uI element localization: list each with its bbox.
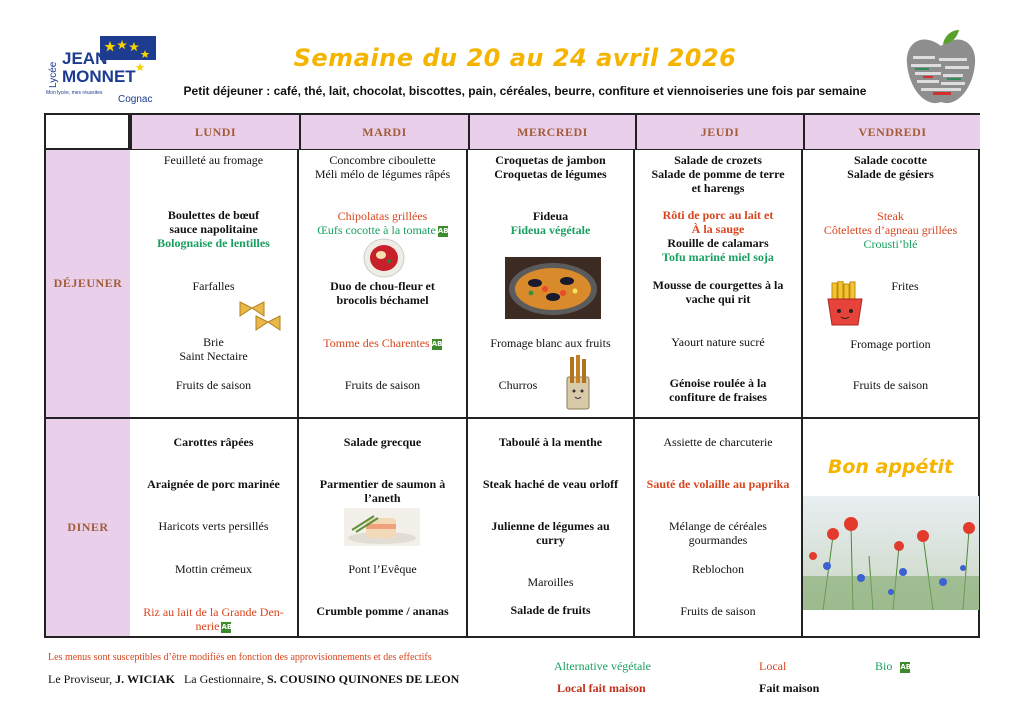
lunch-fri-main-1: Steak: [877, 209, 904, 223]
dinner-tue-main-1: Parmentier de saumon à: [319, 477, 446, 491]
lunch-fri-cheese: Fromage portion: [850, 337, 931, 351]
dinner-tue-cheese: Pont l’Evêque: [348, 562, 417, 576]
dinner-wed-main: Steak haché de veau orloff: [482, 477, 619, 491]
bio-logo-icon: AB: [431, 339, 443, 348]
bio-logo-icon: AB: [900, 662, 912, 671]
logo-vertical-text: Lycée: [48, 61, 59, 88]
sign-prefix-gestionnaire: La Gestionnaire,: [183, 672, 267, 686]
row-label-diner: DINER: [46, 419, 130, 636]
lunch-thu-main-2: À la sauge: [691, 222, 745, 236]
lunch-thu-side-2: vache qui rit: [685, 292, 751, 306]
dinner-wed-side-2: curry: [536, 533, 565, 547]
lunch-mon-main-2: sauce napolitaine: [169, 222, 258, 236]
bio-logo-icon: AB: [437, 226, 449, 235]
flower-field-image: [803, 496, 979, 615]
lunch-thu-starter-2: Salade de pomme de terre: [651, 167, 785, 181]
dinner-tue-main-2: l’aneth: [364, 491, 401, 505]
paella-image: [505, 257, 601, 324]
lunch-thu-starter-3: et harengs: [691, 181, 745, 195]
day-header-jeudi: JEUDI: [635, 115, 803, 149]
lunch-thu-main-1: Rôti de porc au lait et: [662, 208, 774, 222]
lunch-thu-starter-1: Salade de crozets: [674, 153, 762, 167]
sign-prefix-proviseur: Le Proviseur,: [48, 672, 116, 686]
lunch-thu-dessert-1: Génoise roulée à la: [669, 376, 767, 390]
sign-name-proviseur: J. WICIAK: [115, 672, 175, 686]
lunch-fri-side: Frites: [891, 279, 919, 293]
breakfast-info: Petit déjeuner : café, thé, lait, chocolat, biscottes, pain, céréales, beurre, confiture et viennoiseries une fois par semaine: [183, 84, 867, 98]
lunch-thu-main-veg: Tofu mariné miel soja: [662, 250, 774, 264]
lunch-tue-side-2: brocolis béchamel: [336, 293, 429, 307]
lunch-mon-dessert: Fruits de saison: [175, 378, 252, 392]
lunch-tue-dessert: Fruits de saison: [344, 378, 421, 392]
lunch-wed-starter-1: Croquetas de jambon: [495, 153, 606, 167]
lunch-wed-starter-2: Croquetas de légumes: [494, 167, 607, 181]
dinner-mon-dessert-1: Riz au lait de la Grande Den-: [143, 605, 284, 619]
lunch-tue-starter-2: Méli mélo de légumes râpés: [314, 167, 451, 181]
dinner-wed-starter: Taboulé à la menthe: [498, 435, 603, 449]
bon-appetit-text: Bon appétit: [827, 456, 954, 478]
lunch-wed-dessert: Churros: [498, 378, 538, 392]
day-header-mercredi: MERCREDI: [468, 115, 635, 149]
school-logo: [44, 36, 158, 106]
lunch-mon-cheese-2: Saint Nectaire: [179, 349, 248, 363]
day-header-mardi: MARDI: [299, 115, 468, 149]
lunch-mon-side: Farfalles: [192, 279, 235, 293]
fries-image: [824, 281, 866, 332]
disclaimer-note: Les menus sont susceptibles d’être modifiés en fonction des approvisionnements et des effectifs: [48, 652, 432, 663]
dinner-mon-dessert-2: nerie AB: [195, 619, 233, 633]
lunch-fri-starter-1: Salade cocotte: [854, 153, 927, 167]
dinner-tue-starter: Salade grecque: [343, 435, 422, 449]
tomato-egg-dish-image: [363, 238, 405, 283]
dinner-thu-cheese: Reblochon: [692, 562, 744, 576]
lunch-fri-main-veg: Crousti’blé: [863, 237, 918, 251]
lunch-tue-main-1: Chipolatas grillées: [337, 209, 428, 223]
dinner-thu-main: Sauté de volaille au paprika: [646, 477, 790, 491]
lunch-thu-dessert-2: confiture de fraises: [669, 390, 767, 404]
dinner-wed-side-1: Julienne de légumes au: [491, 519, 610, 533]
lunch-mon-main-1: Boulettes de bœuf: [167, 208, 260, 222]
dinner-mon-starter: Carottes râpées: [173, 435, 254, 449]
dinner-tue-dessert: Crumble pomme / ananas: [316, 604, 449, 618]
row-label-dejeuner: DÉJEUNER: [46, 150, 130, 417]
logo-line1: JEAN: [62, 49, 108, 68]
lunch-wed-main-veg: Fideua végétale: [510, 223, 591, 237]
signatures: [48, 672, 459, 687]
dinner-mon-cheese: Mottin crémeux: [175, 562, 252, 576]
lunch-tue-starter-1: Concombre ciboulette: [329, 153, 436, 167]
logo-tagline: Mon lycée, mes réussites: [46, 90, 103, 96]
bio-logo-icon: AB: [221, 622, 233, 631]
legend-vegetarian: Alternative végétale: [554, 659, 651, 673]
day-header-lundi: LUNDI: [130, 115, 299, 149]
lunch-thu-main-3: Rouille de calamars: [667, 236, 769, 250]
dinner-mon-side: Haricots verts persillés: [158, 519, 269, 533]
churros-image: [563, 353, 593, 416]
dinner-thu-dessert: Fruits de saison: [680, 604, 756, 618]
logo-city: Cognac: [118, 94, 153, 105]
dinner-mon-main: Araignée de porc marinée: [147, 477, 280, 491]
lunch-thu-side-1: Mousse de courgettes à la: [652, 278, 784, 292]
lunch-mon-main-veg: Bolognaise de lentilles: [157, 236, 270, 250]
lunch-mon-cheese-1: Brie: [203, 335, 224, 349]
lunch-mon-starter: Feuilleté au fromage: [163, 153, 264, 167]
dinner-wed-cheese: Maroilles: [527, 575, 574, 589]
dinner-wed-dessert: Salade de fruits: [510, 603, 591, 617]
word-cloud-apple-image: [903, 28, 979, 108]
sign-name-gestionnaire: S. COUSINO QUINONES DE LEON: [266, 672, 460, 686]
day-header-vendredi: VENDREDI: [803, 115, 980, 149]
lunch-wed-cheese: Fromage blanc aux fruits: [490, 336, 611, 350]
legend-local-home-made: Local fait maison: [557, 681, 646, 695]
lunch-thu-cheese: Yaourt nature sucré: [671, 335, 765, 349]
lunch-tue-side-1: Duo de chou-fleur et: [330, 279, 435, 293]
dinner-thu-starter: Assiette de charcuterie: [663, 435, 773, 449]
salmon-parmentier-image: [344, 508, 420, 551]
legend-local: Local: [759, 659, 787, 673]
page-title: Semaine du 20 au 24 avril 2026: [293, 44, 737, 72]
logo-line2: MONNET: [62, 67, 136, 86]
lunch-fri-starter-2: Salade de gésiers: [847, 167, 934, 181]
legend-bio: Bio AB: [875, 659, 912, 673]
lunch-tue-main-veg: Œufs cocotte à la tomate AB: [317, 223, 449, 237]
lunch-tue-cheese: Tomme des Charentes AB: [323, 336, 443, 350]
menu-table: [44, 113, 980, 638]
lunch-fri-dessert: Fruits de saison: [852, 378, 929, 392]
dinner-thu-side-1: Mélange de céréales: [669, 519, 767, 533]
legend-home-made: Fait maison: [759, 681, 820, 695]
lunch-wed-main: Fideua: [532, 209, 569, 223]
lunch-fri-main-2: Côtelettes d’agneau grillées: [823, 223, 958, 237]
dinner-thu-side-2: gourmandes: [688, 533, 748, 547]
